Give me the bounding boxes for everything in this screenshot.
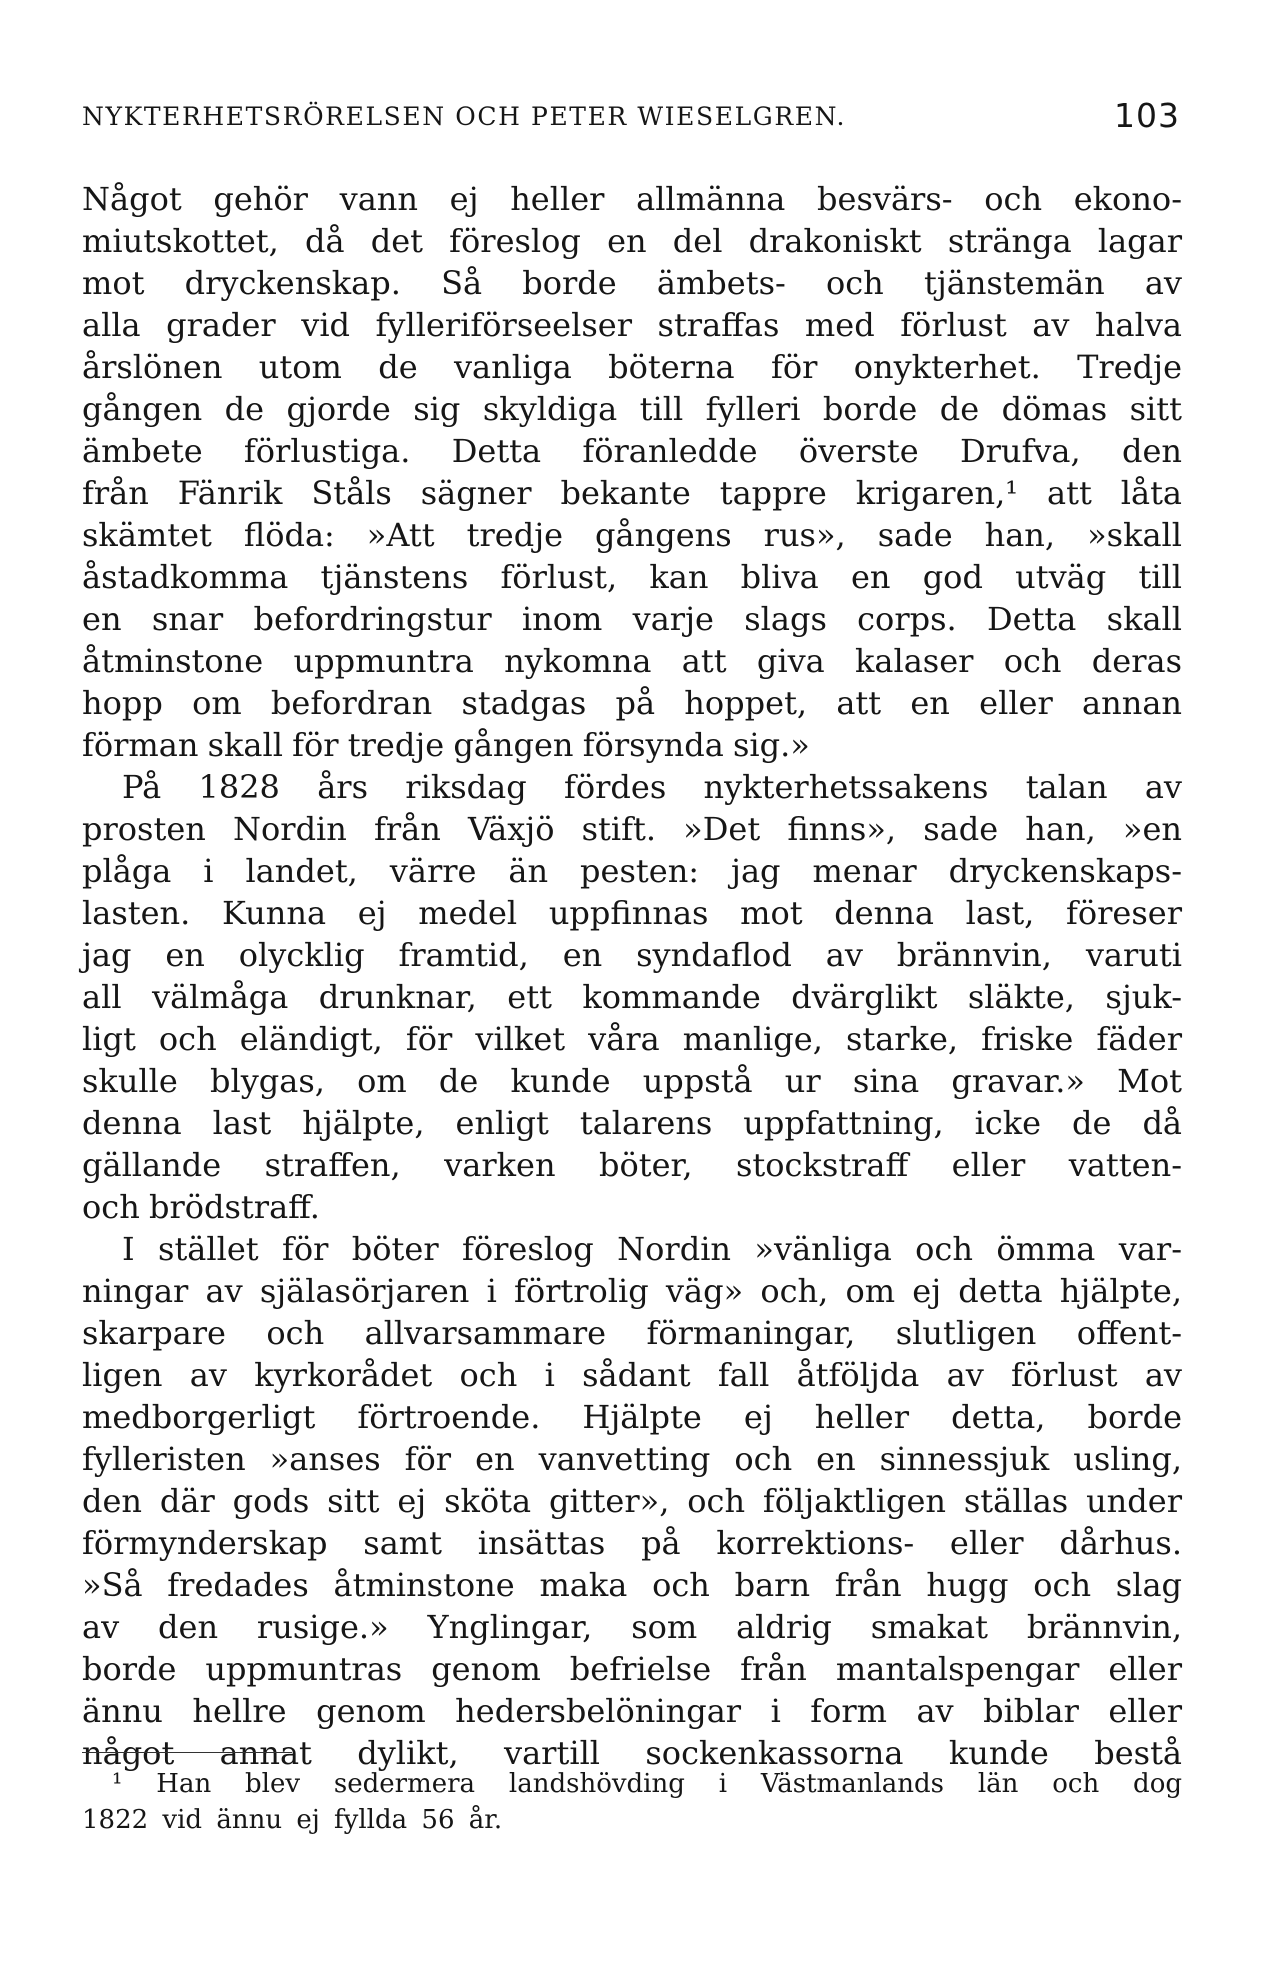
footnote-line: 1822 vid ännu ej fyllda 56 år. xyxy=(82,1805,503,1835)
footnotes xyxy=(82,1766,1182,1838)
text-line: lasten. Kunna ej medel uppfinnas mot denna last, föreser xyxy=(82,894,1182,932)
footnote-divider xyxy=(82,1752,292,1753)
text-line: den där gods sitt ej sköta gitter», och följaktligen ställas under xyxy=(82,1482,1182,1520)
paragraph-start-line: I stället för böter föreslog Nordin »vänliga och ömma var- xyxy=(122,1230,1182,1268)
text-line: och brödstraff. xyxy=(82,1188,320,1226)
text-line: åstadkomma tjänstens förlust, kan bliva en god utväg till xyxy=(82,558,1182,596)
text-line: ännu hellre genom hedersbelöningar i form av biblar eller xyxy=(82,1692,1182,1730)
text-line: prosten Nordin från Växjö stift. »Det finns», sade han, »en xyxy=(82,810,1182,848)
text-line: ligt och eländigt, för vilket våra manlige, starke, friske fäder xyxy=(82,1020,1182,1058)
text-line: förmynderskap samt insättas på korrektions- eller dårhus. xyxy=(82,1524,1182,1562)
text-line: från Fänrik Ståls sägner bekante tappre krigaren,¹ att låta xyxy=(82,474,1182,512)
text-line: medborgerligt förtroende. Hjälpte ej heller detta, borde xyxy=(82,1398,1182,1436)
text-line: ämbete förlustiga. Detta föranledde överste Drufva, den xyxy=(82,432,1182,470)
footnote-line: ¹ Han blev sedermera landshövding i Västmanlands län och dog xyxy=(112,1769,1182,1799)
text-line: mot dryckenskap. Så borde ämbets- och tjänstemän av xyxy=(82,264,1182,302)
text-line: denna last hjälpte, enligt talarens uppfattning, icke de då xyxy=(82,1104,1182,1142)
text-line: skulle blygas, om de kunde uppstå ur sina gravar.» Mot xyxy=(82,1062,1182,1100)
text-line: gällande straffen, varken böter, stockstraff eller vatten- xyxy=(82,1146,1182,1184)
text-line: hopp om befordran stadgas på hoppet, att en eller annan xyxy=(82,684,1182,722)
text-line: all välmåga drunknar, ett kommande dvärglikt släkte, sjuk- xyxy=(82,978,1182,1016)
running-title: NYKTERHETSRÖRELSEN OCH PETER WIESELGREN. xyxy=(82,102,847,131)
text-line: skämtet flöda: »Att tredje gångens rus», sade han, »skall xyxy=(82,516,1182,554)
text-line: åtminstone uppmuntra nykomna att giva kalaser och deras xyxy=(82,642,1182,680)
text-line: alla grader vid fylleriförseelser straffas med förlust av halva xyxy=(82,306,1182,344)
text-line: förman skall för tredje gången försynda sig.» xyxy=(82,726,810,764)
body-text xyxy=(82,178,1182,1774)
page-number: 103 xyxy=(1114,96,1180,135)
text-line: borde uppmuntras genom befrielse från mantalspengar eller xyxy=(82,1650,1182,1688)
text-line: en snar befordringstur inom varje slags corps. Detta skall xyxy=(82,600,1182,638)
page-header xyxy=(82,96,1180,136)
text-line: ningar av själasörjaren i förtrolig väg» och, om ej detta hjälpte, xyxy=(82,1272,1182,1310)
text-line: Något gehör vann ej heller allmänna besvärs- och ekono- xyxy=(82,180,1182,218)
text-line: årslönen utom de vanliga böterna för onykterhet. Tredje xyxy=(82,348,1182,386)
text-line: gången de gjorde sig skyldiga till fylleri borde de dömas sitt xyxy=(82,390,1182,428)
text-line: miutskottet, då det föreslog en del drakoniskt stränga lagar xyxy=(82,222,1182,260)
text-line: skarpare och allvarsammare förmaningar, slutligen offent- xyxy=(82,1314,1182,1352)
text-line: plåga i landet, värre än pesten: jag menar dryckenskaps- xyxy=(82,852,1182,890)
text-line: ligen av kyrkorådet och i sådant fall åtföljda av förlust av xyxy=(82,1356,1182,1394)
paragraph-start-line: På 1828 års riksdag fördes nykterhetssakens talan av xyxy=(122,768,1182,806)
text-line: jag en olycklig framtid, en syndaflod av brännvin, varuti xyxy=(82,936,1182,974)
text-line: något annat dylikt, vartill sockenkassorna kunde bestå xyxy=(82,1734,1182,1772)
text-line: »Så fredades åtminstone maka och barn från hugg och slag xyxy=(82,1566,1182,1604)
text-line: fylleristen »anses för en vanvetting och en sinnessjuk usling, xyxy=(82,1440,1182,1478)
text-line: av den rusige.» Ynglingar, som aldrig smakat brännvin, xyxy=(82,1608,1182,1646)
